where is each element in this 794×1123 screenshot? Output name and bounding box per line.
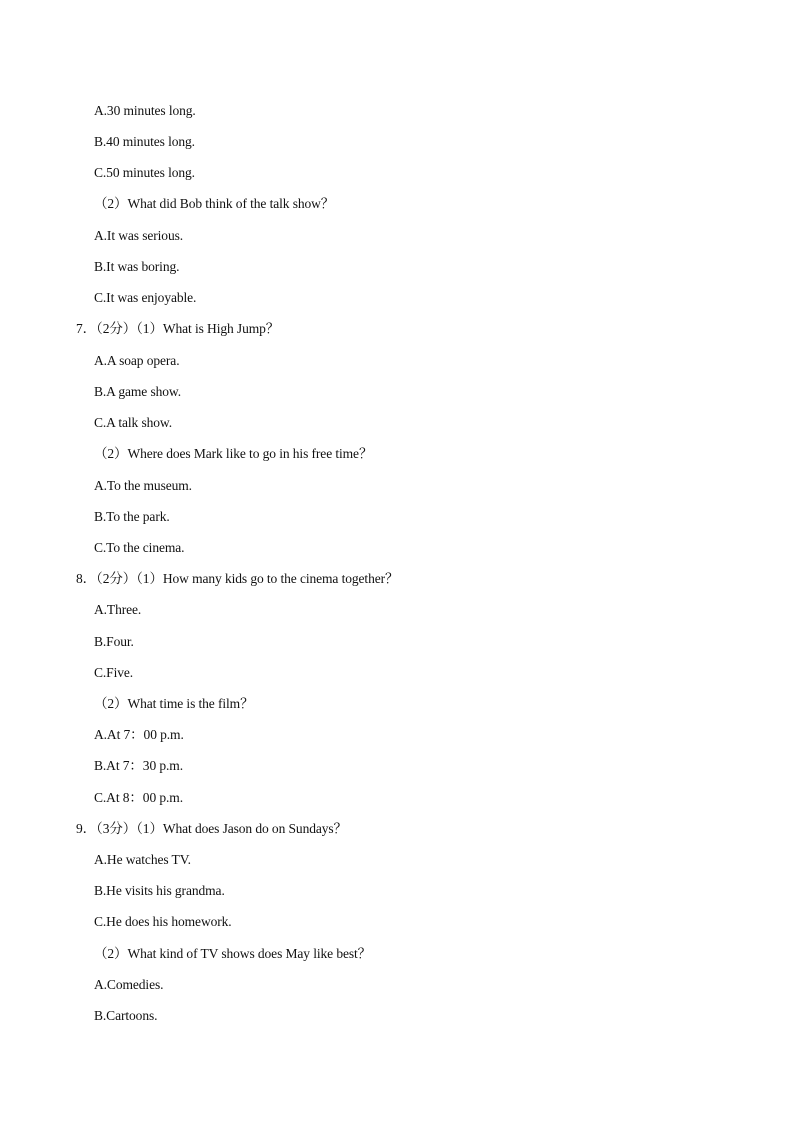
- q7-header: 7．（2分）（1）What is High Jump？: [76, 321, 280, 336]
- q8-part2-option-b: B.At 7：30 p.m.: [94, 758, 183, 773]
- q8-part1-option-c: C.Five.: [94, 665, 134, 680]
- q6-part1-option-c: C.50 minutes long.: [94, 165, 195, 180]
- q9-part1-option-b: B.He visits his grandma.: [94, 883, 225, 898]
- q7-part2-question: （2）Where does Mark like to go in his free time？: [94, 446, 373, 461]
- q8-part1-option-b: B.Four.: [94, 634, 134, 649]
- q7-part2-option-c: C.To the cinema.: [94, 540, 185, 555]
- q6-part1-option-a: A.30 minutes long.: [94, 103, 196, 118]
- q7-part2-option-a: A.To the museum.: [94, 478, 192, 493]
- q9-part1-option-c: C.He does his homework.: [94, 914, 232, 929]
- q8-part2-question: （2）What time is the film？: [94, 696, 254, 711]
- q7-part2-option-b: B.To the park.: [94, 509, 170, 524]
- q8-part1-option-a: A.Three.: [94, 602, 142, 617]
- q6-part2-option-c: C.It was enjoyable.: [94, 290, 197, 305]
- q9-header: 9．（3分）（1）What does Jason do on Sundays？: [76, 821, 347, 836]
- q7-part1-option-a: A.A soap opera.: [94, 353, 180, 368]
- q9-part2-question: （2）What kind of TV shows does May like best？: [94, 946, 372, 961]
- q6-part1-option-b: B.40 minutes long.: [94, 134, 195, 149]
- q6-part2-option-b: B.It was boring.: [94, 259, 180, 274]
- q8-part2-option-c: C.At 8：00 p.m.: [94, 790, 183, 805]
- q9-part2-option-b: B.Cartoons.: [94, 1008, 158, 1023]
- q7-part1-option-b: B.A game show.: [94, 384, 181, 399]
- q8-header: 8．（2分）（1）How many kids go to the cinema together？: [76, 571, 399, 586]
- q8-part2-option-a: A.At 7：00 p.m.: [94, 727, 184, 742]
- q9-part1-option-a: A.He watches TV.: [94, 852, 191, 867]
- q6-part2-option-a: A.It was serious.: [94, 228, 184, 243]
- q6-part2-question: （2）What did Bob think of the talk show？: [94, 196, 335, 211]
- q7-part1-option-c: C.A talk show.: [94, 415, 172, 430]
- q9-part2-option-a: A.Comedies.: [94, 977, 164, 992]
